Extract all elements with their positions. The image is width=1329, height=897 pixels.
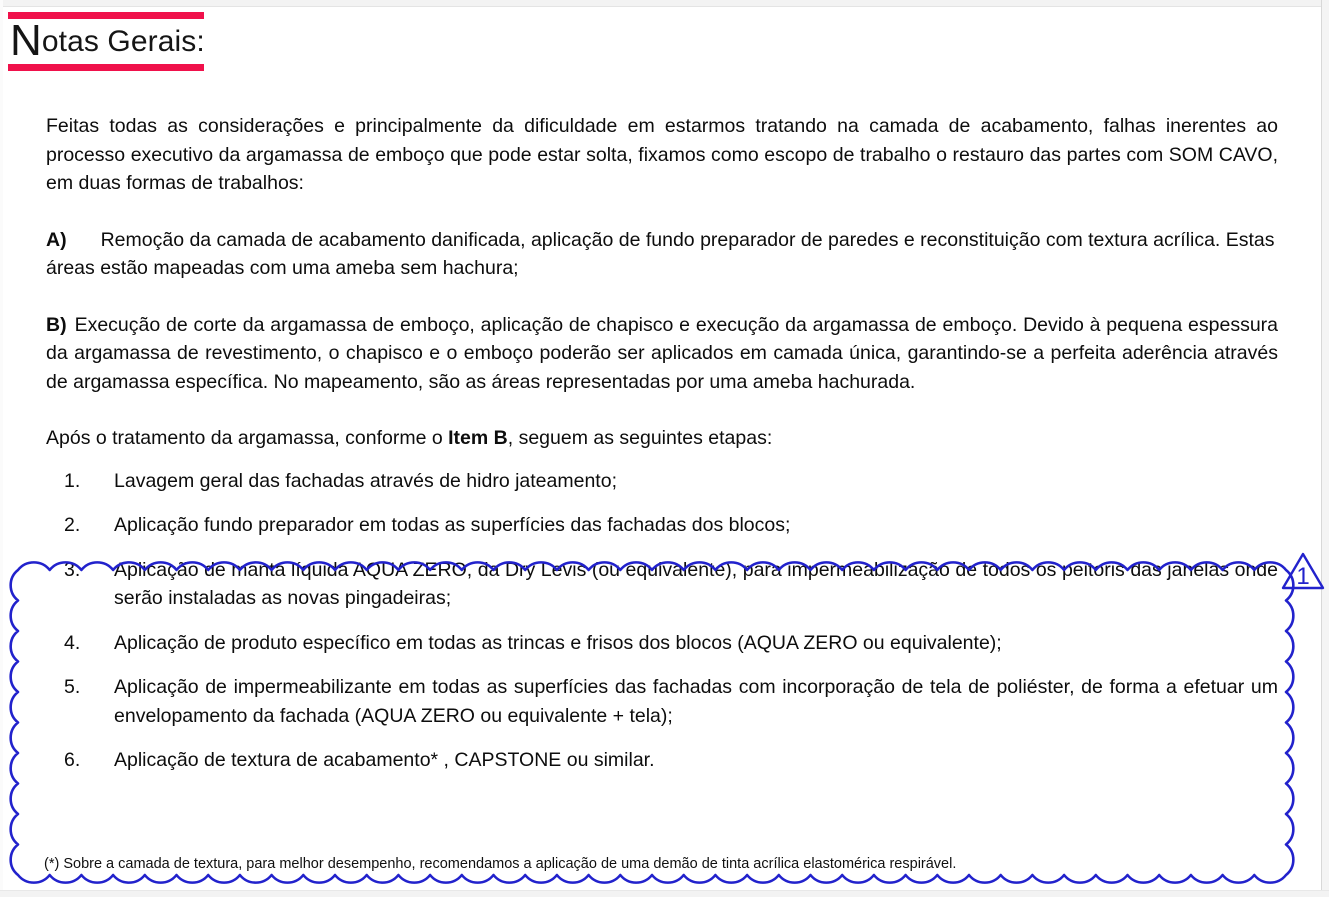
item-b-label: B)	[46, 313, 67, 336]
document-body	[46, 112, 1278, 775]
page-top-edge	[0, 0, 1329, 7]
item-a-paragraph	[46, 226, 1278, 283]
list-item: Aplicação fundo preparador em todas as superfícies das fachadas dos blocos;	[114, 514, 791, 536]
list-item: Lavagem geral das fachadas através de hidro jateamento;	[114, 469, 617, 492]
footnote-text: (*) Sobre a camada de textura, para melhor desempenho, recomendamos a aplicação de uma demão de tinta acrílica elastomérica respirável.	[44, 856, 957, 872]
page-title-block	[8, 12, 204, 71]
item-a-text: Remoção da camada de acabamento danificada, aplicação de fundo preparador de paredes e reconstituição com textura acrílica. Estas áreas estão mapeadas com uma ameba sem hachura;	[46, 228, 1275, 279]
page-left-edge	[0, 0, 3, 897]
item-b-text: Execução de corte da argamassa de emboço, aplicação de chapisco e execução da argamassa de emboço. Devido à pequena espessura da argamassa de revestimento, o chapisco e o emboço poderão ser aplicados em camada única, garantindo-se a perfeita aderência através de argamassa específica. No mapeamento, são as áreas representadas por uma ameba hachurada.	[46, 313, 1278, 393]
list-item: Aplicação de produto específico em todas as trincas e frisos dos blocos (AQUA ZERO ou equivalente);	[114, 631, 1002, 654]
revision-marker	[1281, 551, 1325, 591]
title-rule-bottom	[8, 64, 204, 71]
title-rest: otas Gerais:	[41, 25, 205, 58]
steps-intro	[46, 424, 1278, 453]
steps-intro-bold: Item B	[448, 427, 508, 449]
page-title	[8, 16, 205, 65]
list-item: Aplicação de impermeabilizante em todas as superfícies das fachadas com incorporação de tela de poliéster, de forma a efetuar um envelopamento da fachada (AQUA ZERO ou equivalente + tela);	[114, 676, 1278, 727]
svg-text:1: 1	[1296, 563, 1310, 590]
page-bottom-edge	[0, 890, 1329, 897]
steps-list	[46, 467, 1278, 775]
item-a-label: A)	[46, 228, 67, 251]
page-right-edge	[1321, 0, 1329, 897]
steps-intro-before: Após o tratamento da argamassa, conforme o	[46, 427, 449, 449]
item-b-paragraph	[46, 311, 1278, 397]
list-item: Aplicação de textura de acabamento* , CAPSTONE ou similar.	[114, 749, 655, 771]
title-drop-cap: N	[10, 16, 42, 65]
steps-intro-after: , seguem as seguintes etapas:	[507, 427, 773, 449]
list-item: Aplicação de manta líquida AQUA ZERO, da Dry Levis (ou equivalente), para impermeabilização de todos os peitoris das janelas onde serão instaladas as novas pingadeiras;	[114, 558, 1278, 609]
intro-paragraph: Feitas todas as considerações e principalmente da dificuldade em estarmos tratando na camada de acabamento, falhas inerentes ao processo executivo da argamassa de emboço que pode estar solta, fixamos como escopo de trabalho o restauro das partes com SOM CAVO, em duas formas de trabalhos:	[46, 115, 1278, 194]
